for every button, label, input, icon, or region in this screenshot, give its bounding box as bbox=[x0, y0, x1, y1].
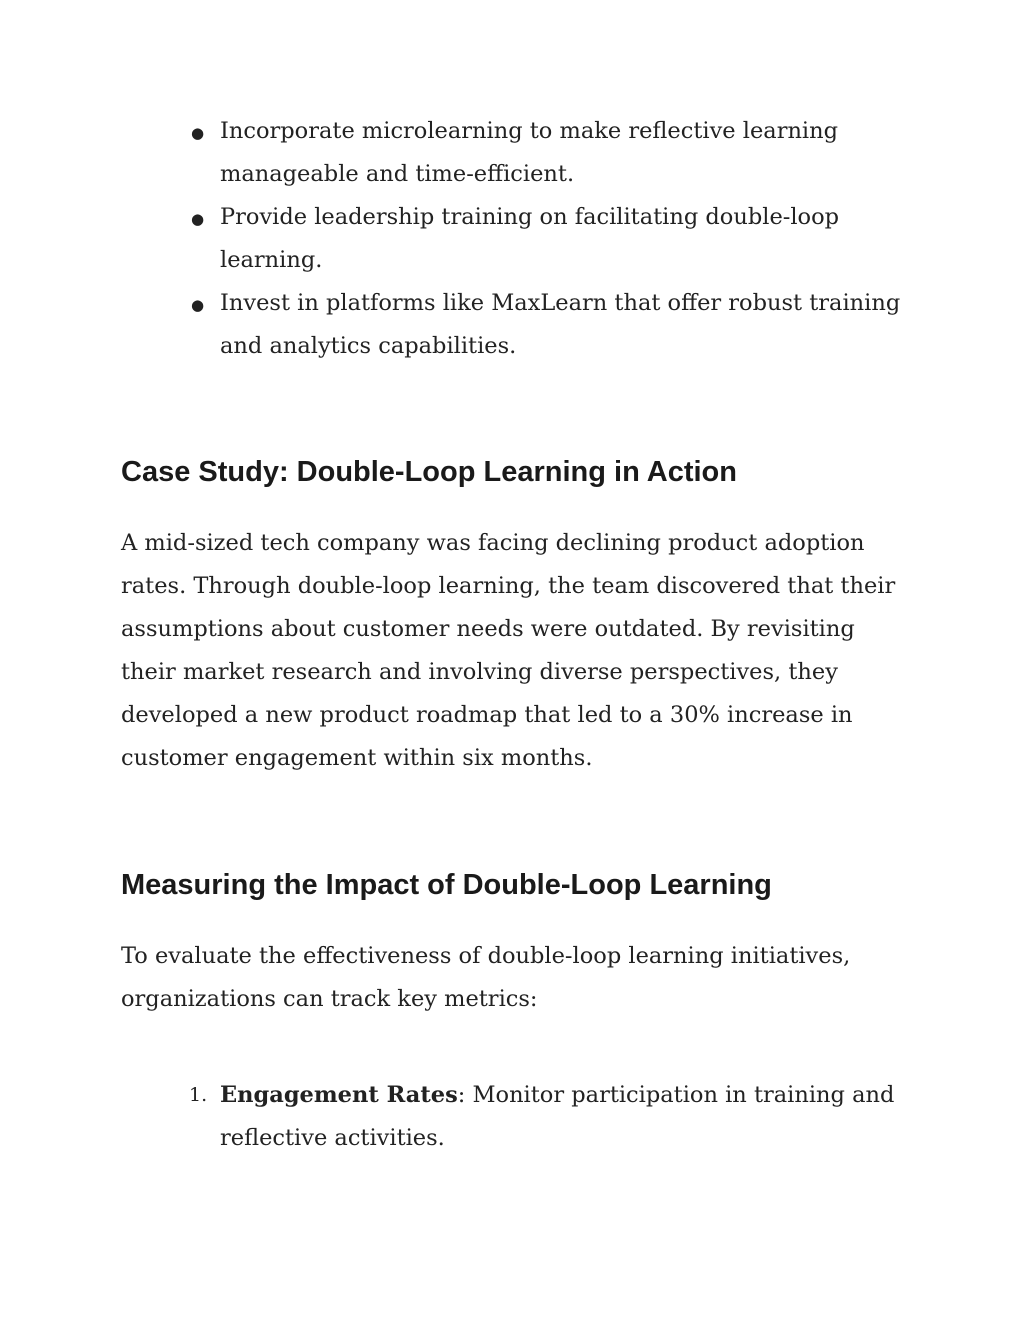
metrics-list bbox=[121, 1074, 901, 1160]
list-item bbox=[121, 196, 901, 282]
case-study-paragraph: A mid-sized tech company was facing declining product adoption rates. Through double-loop learning, the team discovered that their assumptions about customer needs were outdated. By revisiting their market research and involving diverse perspectives, they developed a new product roadmap that led to a 30% increase in customer engagement within six months. bbox=[121, 530, 896, 771]
list-item-text: Invest in platforms like MaxLearn that offer robust training and analytics capabilities. bbox=[220, 290, 901, 359]
bullet-icon: ● bbox=[191, 210, 205, 228]
bullet-icon: ● bbox=[191, 296, 205, 314]
measuring-impact-paragraph: To evaluate the effectiveness of double-loop learning initiatives, organizations can track key metrics: bbox=[121, 943, 851, 1012]
metric-description: : Monitor participation in training and reflective activities. bbox=[220, 1082, 895, 1151]
document-page bbox=[121, 110, 901, 1160]
list-item bbox=[121, 1074, 901, 1160]
recommendations-list bbox=[121, 110, 901, 368]
bullet-icon: ● bbox=[191, 124, 205, 142]
list-item-text: Incorporate microlearning to make reflective learning manageable and time-efficient. bbox=[220, 118, 839, 187]
list-item bbox=[121, 282, 901, 368]
list-item bbox=[121, 110, 901, 196]
case-study-heading: Case Study: Double-Loop Learning in Action bbox=[121, 456, 737, 488]
list-item-text: Provide leadership training on facilitating double-loop learning. bbox=[220, 204, 840, 273]
list-number: 1. bbox=[189, 1084, 208, 1106]
measuring-impact-heading: Measuring the Impact of Double-Loop Learning bbox=[121, 869, 772, 901]
metric-term: Engagement Rates bbox=[220, 1082, 458, 1108]
